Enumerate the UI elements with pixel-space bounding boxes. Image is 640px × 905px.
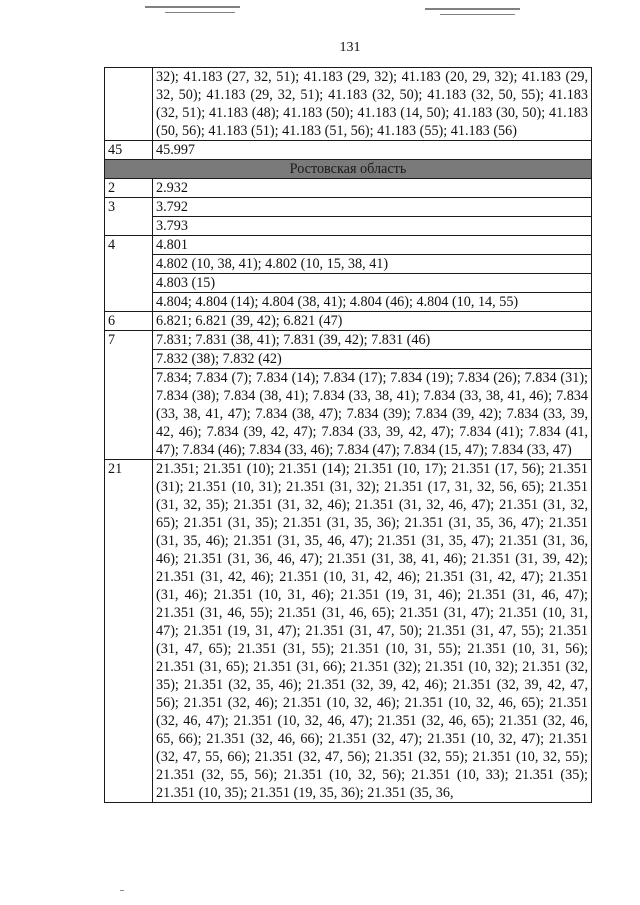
- table-row: [105, 460, 592, 803]
- codes-cell: 45.997: [153, 141, 592, 160]
- scan-artifact-top-left-2: [165, 12, 235, 13]
- table-row: [105, 350, 592, 369]
- row-number-cell: [105, 68, 153, 141]
- codes-cell: 7.832 (38); 7.832 (42): [153, 350, 592, 369]
- table-row: [105, 255, 592, 274]
- codes-cell: 6.821; 6.821 (39, 42); 6.821 (47): [153, 312, 592, 331]
- codes-table: [104, 67, 592, 803]
- table-row: [105, 331, 592, 350]
- row-number-cell: 45: [105, 141, 153, 160]
- scan-artifact-bottom: [120, 890, 124, 891]
- codes-cell: 32); 41.183 (27, 32, 51); 41.183 (29, 32); 41.183 (20, 29, 32); 41.183 (29, 32, 50); 41.183 (29, 32, 51); 41.183 (32, 50); 41.183 (32, 50, 55); 41.183 (32, 51); 41.183 (48); 41.183 (50); 41.183 (14, 50); 41.183 (30, 50); 41.183 (50, 56); 41.183 (51); 41.183 (51, 56); 41.183 (55); 41.183 (56): [153, 68, 592, 141]
- codes-cell: 3.792: [153, 198, 592, 217]
- codes-cell: 3.793: [153, 217, 592, 236]
- region-header: Ростовская область: [105, 160, 592, 179]
- table-row: [105, 141, 592, 160]
- codes-cell: 4.802 (10, 38, 41); 4.802 (10, 15, 38, 41): [153, 255, 592, 274]
- page-number: 131: [339, 40, 361, 55]
- row-number-cell: 6: [105, 312, 153, 331]
- table-row: [105, 293, 592, 312]
- codes-cell: 4.801: [153, 236, 592, 255]
- row-number-cell: 3: [105, 198, 153, 236]
- row-number-cell: 7: [105, 331, 153, 460]
- codes-cell: 21.351; 21.351 (10); 21.351 (14); 21.351 (10, 17); 21.351 (17, 56); 21.351 (31); 21.351 (10, 31); 21.351 (31, 32); 21.351 (17, 31, 32, 56, 65); 21.351 (31, 32, 35); 21.351 (31, 32, 46); 21.351 (31, 32, 46, 47); 21.351 (31, 32, 65); 21.351 (31, 35); 21.351 (31, 35, 36); 21.351 (31, 35, 36, 47); 21.351 (31, 35, 46); 21.351 (31, 35, 46, 47); 21.351 (31, 35, 47); 21.351 (31, 36, 46); 21.351 (31, 36, 46, 47); 21.351 (31, 38, 41, 46); 21.351 (31, 39, 42); 21.351 (31, 42, 46); 21.351 (10, 31, 42, 46); 21.351 (31, 42, 47); 21.351 (31, 46); 21.351 (10, 31, 46); 21.351 (19, 31, 46); 21.351 (31, 46, 47); 21.351 (31, 46, 55); 21.351 (31, 46, 65); 21.351 (31, 47); 21.351 (10, 31, 47); 21.351 (19, 31, 47); 21.351 (31, 47, 50); 21.351 (31, 47, 55); 21.351 (31, 47, 65); 21.351 (31, 55); 21.351 (10, 31, 55); 21.351 (10, 31, 56); 21.351 (31, 65); 21.351 (31, 66); 21.351 (32); 21.351 (10, 32); 21.351 (32, 35); 21.351 (32, 35, 46); 21.351 (32, 39, 42, 46); 21.351 (32, 39, 42, 47, 56); 21.351 (32, 46); 21.351 (10, 32, 46); 21.351 (10, 32, 46, 65); 21.351 (32, 46, 47); 21.351 (10, 32, 46, 47); 21.351 (32, 46, 65); 21.351 (32, 46, 65, 66); 21.351 (32, 46, 66); 21.351 (32, 47); 21.351 (10, 32, 47); 21.351 (32, 47, 55, 66); 21.351 (32, 47, 56); 21.351 (32, 55); 21.351 (10, 32, 55); 21.351 (32, 55, 56); 21.351 (10, 32, 56); 21.351 (10, 33); 21.351 (35); 21.351 (10, 35); 21.351 (19, 35, 36); 21.351 (35, 36,: [153, 460, 592, 803]
- table-row: [105, 236, 592, 255]
- table-row: [105, 312, 592, 331]
- table-row: [105, 68, 592, 141]
- row-number-cell: 2: [105, 179, 153, 198]
- table-row: [105, 179, 592, 198]
- codes-cell: 7.831; 7.831 (38, 41); 7.831 (39, 42); 7.831 (46): [153, 331, 592, 350]
- codes-cell: 4.803 (15): [153, 274, 592, 293]
- row-number-cell: 21: [105, 460, 153, 803]
- table-row: [105, 369, 592, 460]
- table-row: [105, 198, 592, 217]
- region-header-row: [105, 160, 592, 179]
- table-row: [105, 217, 592, 236]
- scan-artifact-top-right-2: [440, 14, 515, 15]
- scan-artifact-top-right: [425, 8, 520, 10]
- scan-artifact-top-left: [145, 6, 240, 8]
- codes-cell: 7.834; 7.834 (7); 7.834 (14); 7.834 (17); 7.834 (19); 7.834 (26); 7.834 (31); 7.834 (38); 7.834 (38, 41); 7.834 (33, 38, 41); 7.834 (33, 38, 41, 46); 7.834 (33, 38, 41, 47); 7.834 (38, 47); 7.834 (39); 7.834 (39, 42); 7.834 (33, 39, 42, 46); 7.834 (39, 42, 47); 7.834 (33, 39, 42, 47); 7.834 (41); 7.834 (41, 47); 7.834 (46); 7.834 (33, 46); 7.834 (47); 7.834 (15, 47); 7.834 (33, 47): [153, 369, 592, 460]
- codes-cell: 4.804; 4.804 (14); 4.804 (38, 41); 4.804 (46); 4.804 (10, 14, 55): [153, 293, 592, 312]
- codes-cell: 2.932: [153, 179, 592, 198]
- row-number-cell: 4: [105, 236, 153, 312]
- table-row: [105, 274, 592, 293]
